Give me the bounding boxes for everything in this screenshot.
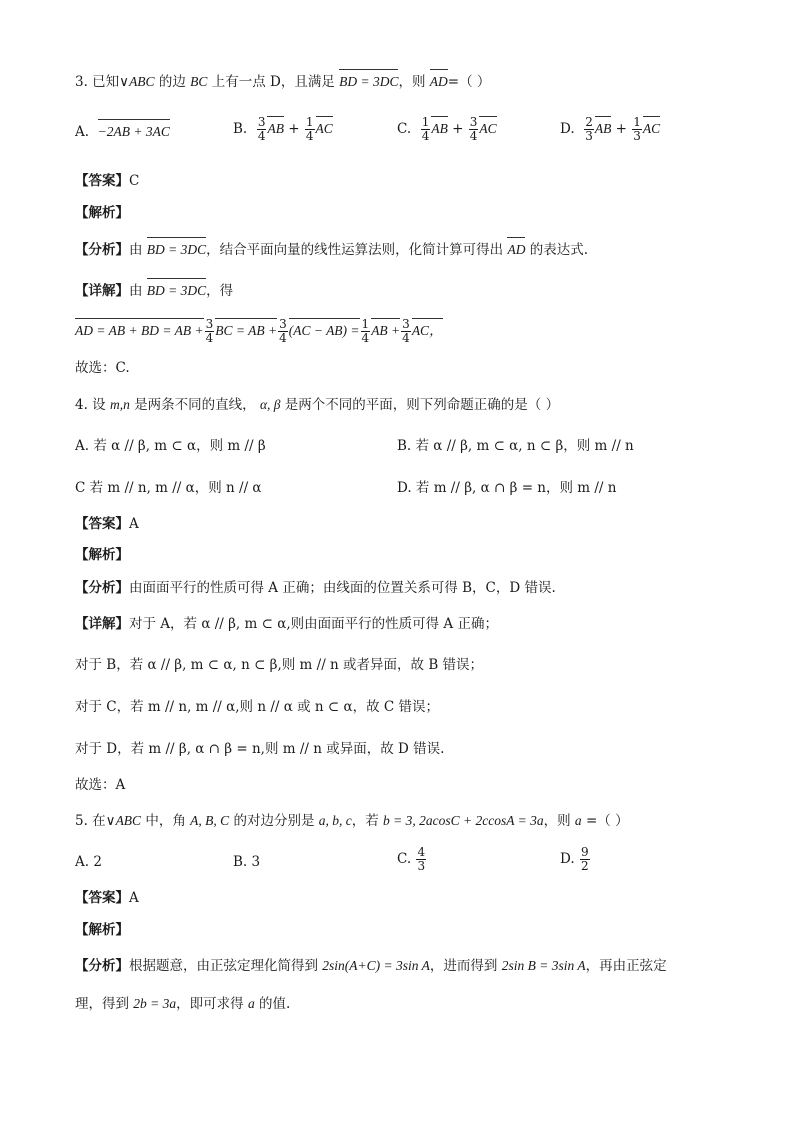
q5-answer: 【答案】A [75, 890, 139, 906]
q4-option-c: C 若 m // n, m // α，则 n // α [75, 480, 262, 496]
q4-stem: 4. 设 m,n 是两条不同的直线， α, β 是两个不同的平面，则下列命题正确的是（ ） [75, 397, 560, 413]
q5-option-d: D. $\frac{9}{2}$ [560, 845, 589, 873]
q4-line-c: 对于 C，若 m // n, m // α,则 n // α 或 n ⊂ α，故 C 错误； [75, 699, 440, 715]
q4-line-d: 对于 D，若 m // β, α ∩ β = n,则 m // n 或异面，故 D 错误. [75, 741, 445, 757]
q3-fenxi: 【分析】由 BD = 3DC，结合平面向量的线性运算法则，化简计算可得出 AD 的表达式. [75, 242, 589, 258]
q4-option-b: B. 若 α // β, m ⊂ α, n ⊂ β，则 m // n [397, 438, 634, 454]
q5-option-c: C. $\frac{4}{3}$ [397, 845, 426, 873]
q5-analysis-heading: 【解析】 [75, 922, 129, 938]
q4-fenxi: 【分析】由面面平行的性质可得 A 正确；由线面的位置关系可得 B，C，D 错误. [75, 580, 556, 596]
q4-answer: 【答案】A [75, 516, 139, 532]
q4-option-a: A. 若 α // β, m ⊂ α，则 m // β [75, 438, 266, 454]
q4-choose: 故选：A [75, 777, 126, 793]
q5-option-b: B. 3 [233, 854, 261, 870]
q4-analysis-heading: 【解析】 [75, 547, 129, 563]
q5-fenxi-line2: 理，得到 2b = 3a，即可求得 a 的值. [75, 996, 291, 1012]
q5-fenxi: 【分析】根据题意，由正弦定理化简得到 2sin(A+C) = 3sin A，进而得到 2sin B = 3sin A，再由正弦定 [75, 958, 667, 974]
q3-xiangjie: 【详解】由 BD = 3DC，得 [75, 283, 234, 299]
q3-analysis-heading: 【解析】 [75, 205, 129, 221]
q3-answer: 【答案】C [75, 173, 140, 189]
q5-option-a: A. 2 [75, 854, 102, 870]
q4-line-b: 对于 B，若 α // β, m ⊂ α, n ⊂ β,则 m // n 或者异面，故 B 错误； [75, 657, 484, 673]
q3-choose: 故选：C. [75, 360, 130, 376]
q3-derivation: AD = AB + BD = AB + $\frac{3}{4}$ BC = AB + $\frac{3}{4}$ (AC − AB) = $\frac{1}{4}$ AB + $\frac{3}{4}$ AC， [75, 317, 443, 345]
q3-option-c: C. $\frac{1}{4}$ AB + $\frac{3}{4}$ AC [397, 115, 497, 143]
q3-option-d: D. $\frac{2}{3}$ AB + $\frac{1}{3}$ AC [560, 115, 661, 143]
q3-option-b: B. $\frac{3}{4}$ AB + $\frac{1}{4}$ AC [233, 115, 333, 143]
q5-stem: 5. 在∨ABC 中，角 A, B, C 的对边分别是 a, b, c，若 b = 3, 2acosC + 2ccosA = 3a，则 a =（ ） [75, 813, 629, 829]
q4-option-d: D. 若 m // β, α ∩ β = n，则 m // n [397, 480, 617, 496]
q4-xiangjie: 【详解】对于 A，若 α // β, m ⊂ α,则由面面平行的性质可得 A 正确； [75, 616, 498, 632]
q3-stem: 3. 已知∨ABC 的边 BC 上有一点 D，且满足 BD = 3DC，则 AD=（ ） [75, 74, 491, 90]
q3-option-a: A. −2AB + 3AC [75, 124, 170, 140]
